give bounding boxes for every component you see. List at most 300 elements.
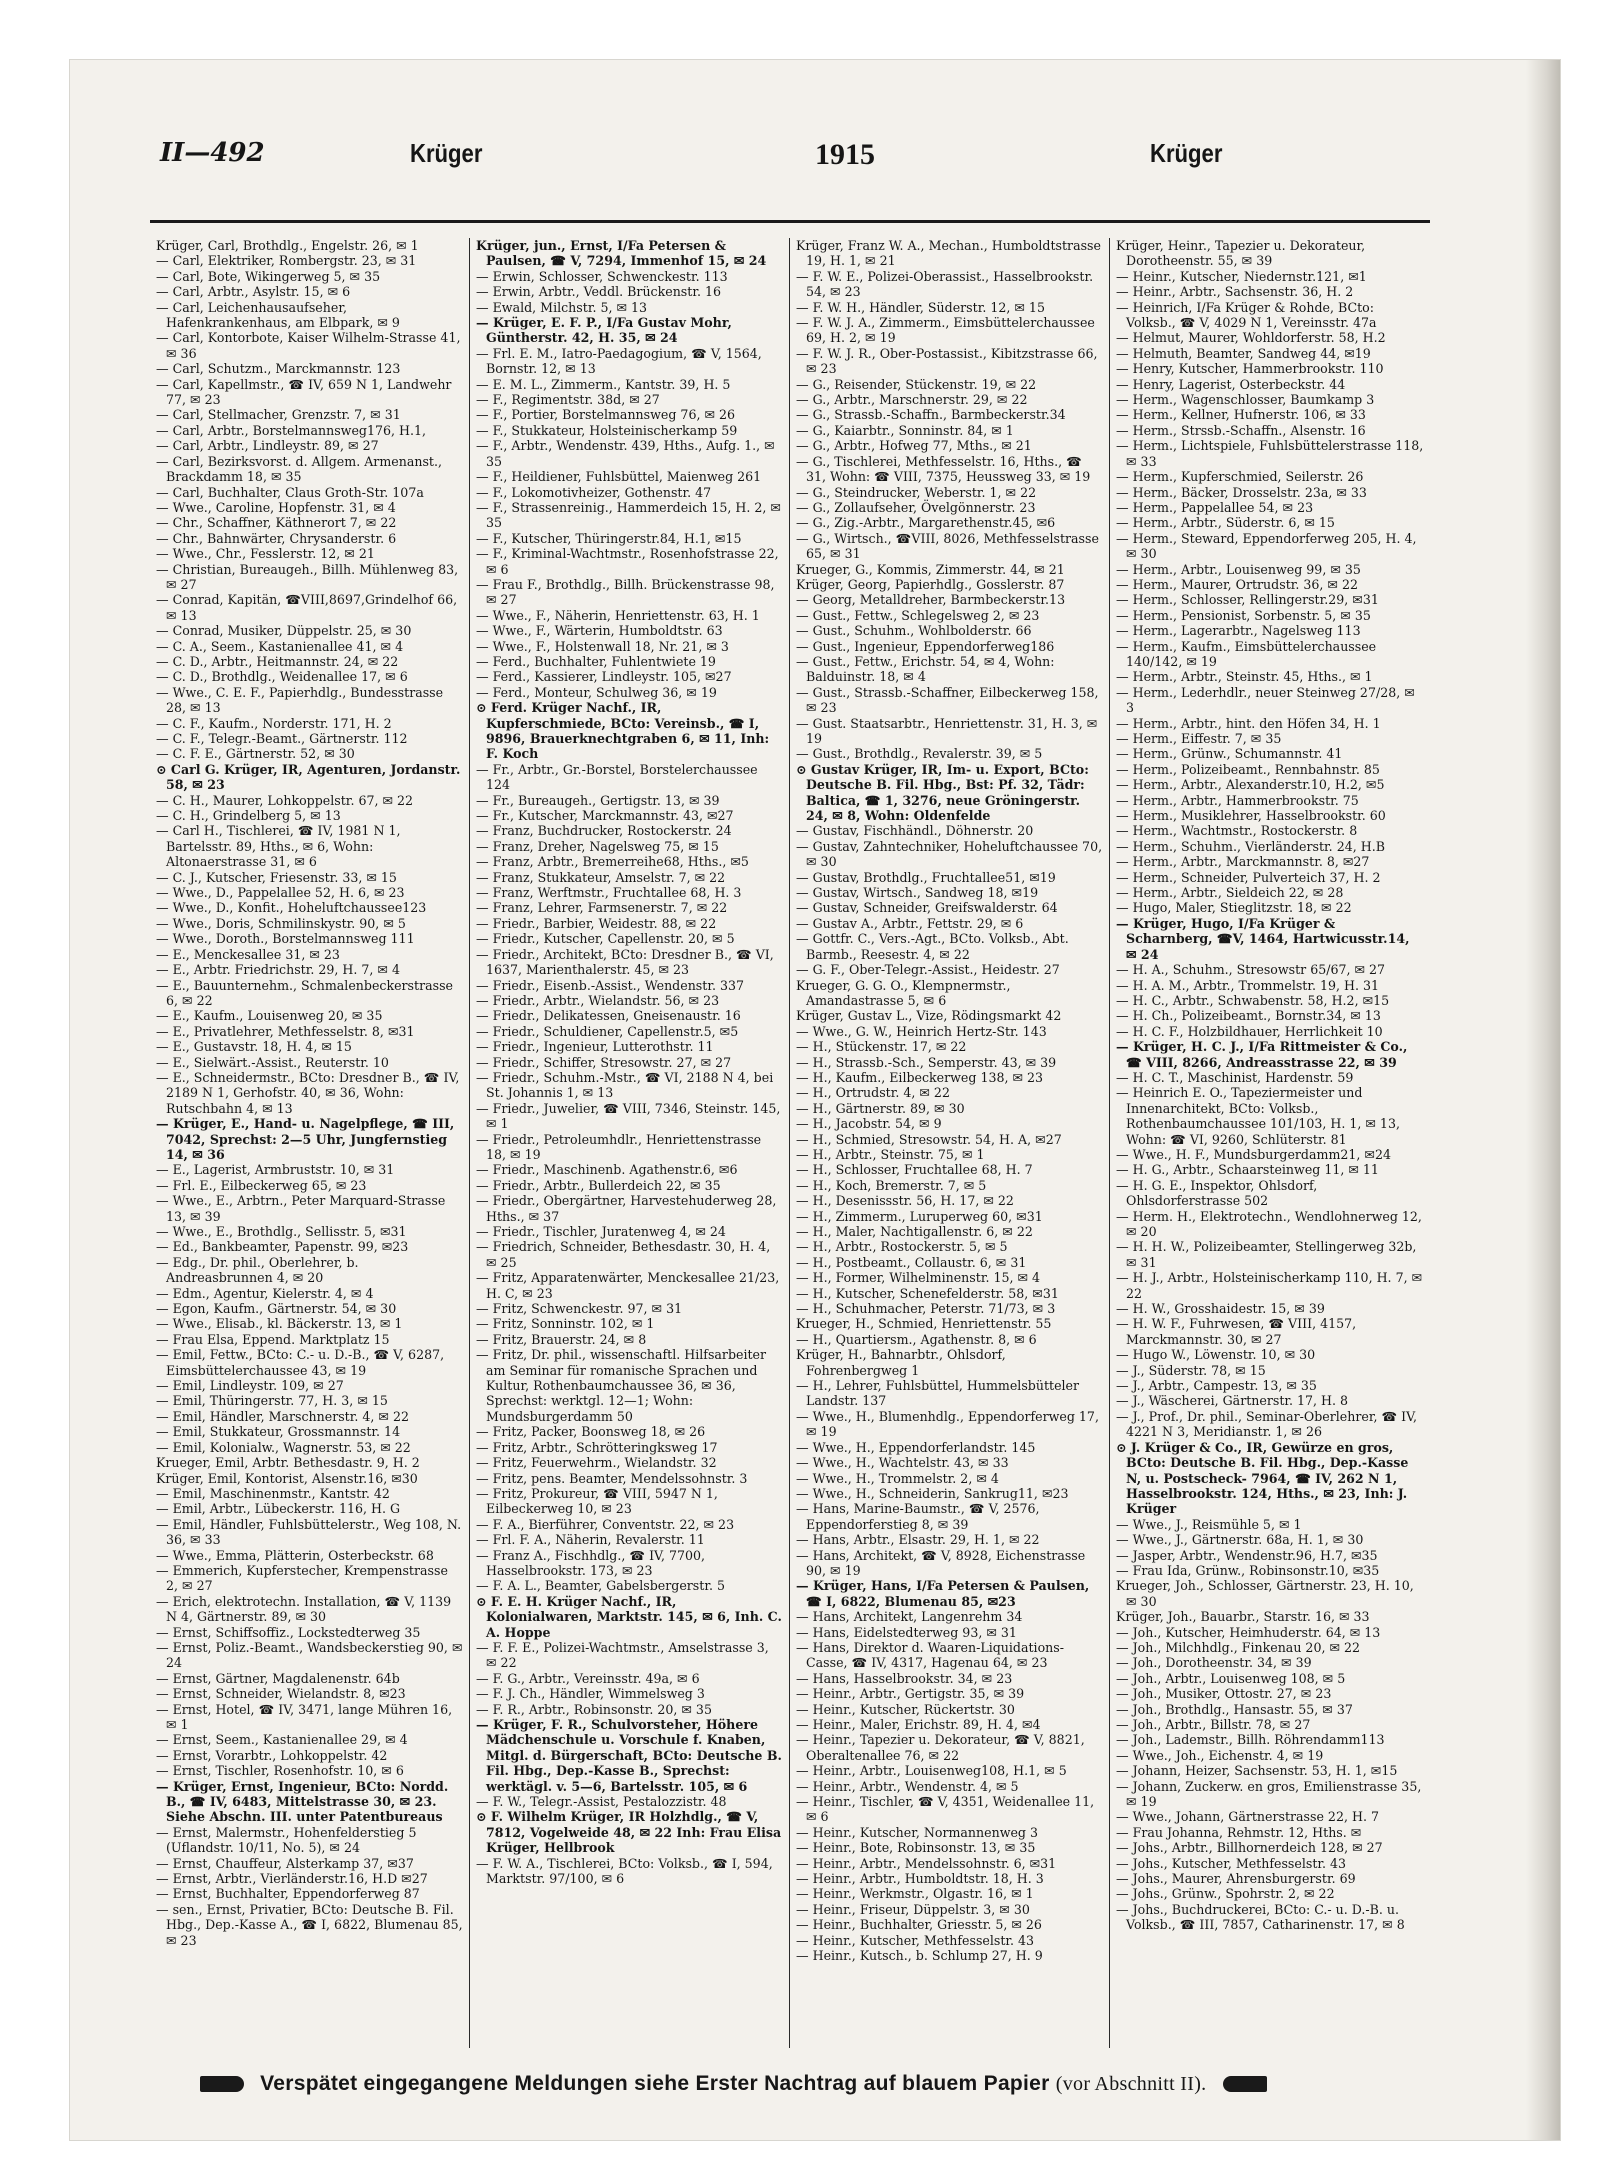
directory-entry: — Fritz, Brauerstr. 24, ✉ 8 [476, 1331, 647, 1347]
directory-entry: — Hans, Hasselbrookstr. 34, ✉ 23 [796, 1670, 1013, 1686]
directory-entry: — Heinr., Arbtr., Sachsenstr. 36, H. 2 [1116, 284, 1354, 300]
directory-entry: — Fritz, Dr. phil., wissenschaftl. Hilfsarbeiter am Seminar für romanische Sprachen und Kultur, Rothenbaumchaussee 36, ✉ 36, Sprechst: werktgl. 12—1; Wohn: Mundsburgerdamm 50 [476, 1347, 767, 1424]
directory-entry: — Franz, Stukkateur, Amselstr. 7, ✉ 22 [476, 869, 726, 885]
directory-entry: — Joh., Musiker, Ottostr. 27, ✉ 23 [1116, 1686, 1332, 1702]
directory-entry: — Conrad, Kapitän, ☎VIII,8697,Grindelhof 66, ✉ 13 [156, 592, 458, 623]
directory-entry: — F. W. J. A., Zimmerm., Eimsbüttelerchaussee 69, H. 2, ✉ 19 [796, 315, 1095, 346]
directory-entry: — G., Wirtsch., ☎VIII, 8026, Methfesselstrasse 65, ✉ 31 [796, 530, 1099, 562]
directory-entry: — Wwe., Chr., Fesslerstr. 12, ✉ 21 [156, 546, 375, 562]
directory-entry: — Joh., Kutscher, Heimhuderstr. 64, ✉ 13 [1116, 1624, 1381, 1640]
directory-entry: — F. W. H., Händler, Süderstr. 12, ✉ 15 [796, 299, 1045, 315]
directory-entry: — Herm., Schlosser, Rellingerstr.29, ✉31 [1116, 592, 1379, 608]
directory-entry: — Herm., Arbtr., Sieldeich 22, ✉ 28 [1116, 885, 1344, 901]
right-running-head: Krüger [1150, 138, 1223, 168]
directory-entry: — J., Prof., Dr. phil., Seminar-Oberlehrer, ☎ IV, 4221 N 3, Meridianstr. 1, ✉ 26 [1116, 1408, 1418, 1440]
directory-entry: — F. W. A., Tischlerei, BCto: Volksb., ☎ I, 594, Marktstr. 97/100, ✉ 6 [476, 1855, 773, 1887]
directory-entry: — Herm., Arbtr., Hammerbrookstr. 75 [1116, 792, 1359, 808]
directory-entry: — Emil, Fettw., BCto: C.- u. D.-B., ☎ V, 6287, Eimsbüttelerchaussee 43, ✉ 19 [156, 1347, 445, 1378]
directory-entry: — H. C., Arbtr., Schwabenstr. 58, H.2, ✉15 [1116, 992, 1390, 1008]
directory-entry: — H. C. T., Maschinist, Hardenstr. 59 [1116, 1069, 1354, 1085]
directory-entry: — Franz, Dreher, Nagelsweg 75, ✉ 15 [476, 838, 719, 854]
directory-entry: — Heinr., Arbtr., Humboldtstr. 18, H. 3 [796, 1871, 1044, 1887]
directory-entry: — Wwe., D., Konfit., Hoheluftchaussee123 [156, 900, 427, 916]
directory-entry: — Emil, Thüringerstr. 77, H. 3, ✉ 15 [156, 1393, 388, 1409]
directory-entry: — Krüger, H. C. J., I/Fa Rittmeister & Co., ☎ VIII, 8266, Andreasstrasse 22, ✉ 39 [1116, 1039, 1408, 1070]
directory-entry: — Ernst, Chauffeur, Alsterkamp 37, ✉37 [156, 1855, 414, 1871]
directory-entry: — Herm., Grünw., Schumannstr. 41 [1116, 746, 1343, 762]
directory-entry: — G., Tischlerei, Methfesselstr. 16, Hths., ☎ 31, Wohn: ☎ VIII, 7375, Heussweg 33, ✉ 19 [796, 453, 1091, 485]
directory-entry: — Hans, Arbtr., Elsastr. 29, H. 1, ✉ 22 [796, 1532, 1040, 1548]
directory-entry: — F. W. E., Polizei-Oberassist., Hasselbrookstr. 54, ✉ 23 [796, 268, 1094, 300]
directory-entry: — Herm., Kellner, Hufnerstr. 106, ✉ 33 [1116, 407, 1366, 423]
directory-entry: — Ernst, Buchhalter, Eppendorferweg 87 [156, 1886, 420, 1902]
directory-entry: — Franz, Arbtr., Bremerreihe68, Hths., ✉5 [476, 854, 749, 870]
directory-entry: — C. F., Telegr.-Beamt., Gärtnerstr. 112 [156, 731, 408, 746]
directory-entry: — H., Desenissstr. 56, H. 17, ✉ 22 [796, 1193, 1014, 1209]
directory-entry: — H., Stückenstr. 17, ✉ 22 [796, 1039, 967, 1055]
directory-entry: — H. W., Grosshaidestr. 15, ✉ 39 [1116, 1301, 1325, 1317]
directory-entry: — Johs., Buchdruckerei, BCto: C.- u. D.-B. u. Volksb., ☎ III, 7857, Catharinenstr. 17, ✉ 8 [1116, 1901, 1405, 1933]
directory-entry: — E., Arbtr. Friedrichstr. 29, H. 7, ✉ 4 [156, 962, 400, 978]
directory-entry: — Carl, Leichenhausaufseher, Hafenkrankenhaus, am Elbpark, ✉ 9 [156, 299, 400, 331]
directory-entry: — Wwe., H., Blumenhdlg., Eppendorferweg 17, ✉ 19 [796, 1408, 1099, 1440]
directory-entry: — G., Zig.-Arbtr., Margarethenstr.45, ✉6 [796, 515, 1056, 531]
directory-entry: — Ernst, Schiffsoffiz., Lockstedterweg 35 [156, 1624, 421, 1640]
directory-entry: — Wwe., G. W., Heinrich Hertz-Str. 143 [796, 1023, 1047, 1039]
directory-entry: — Wwe., F., Wärterin, Humboldtstr. 63 [476, 623, 723, 639]
directory-entry: — Wwe., H. F., Mundsburgerdamm21, ✉24 [1116, 1146, 1391, 1162]
directory-entry: — Fritz, Feuerwehrm., Wielandstr. 32 [476, 1455, 717, 1471]
directory-entry: — F. R., Arbtr., Robinsonstr. 20, ✉ 35 [476, 1701, 712, 1717]
directory-entry: — Krüger, Hugo, I/Fa Krüger & Scharnberg, ☎V, 1464, Hartwicusstr.14, ✉ 24 [1116, 915, 1410, 962]
directory-entry: — Friedr., Delikatessen, Gneisenaustr. 16 [476, 1008, 741, 1024]
directory-entry: — Heinr., Bote, Robinsonstr. 13, ✉ 35 [796, 1840, 1036, 1856]
directory-entry: — Carl, Elektriker, Rombergstr. 23, ✉ 31 [156, 253, 417, 269]
directory-entry: — Emmerich, Kupferstecher, Krempenstrasse 2, ✉ 27 [156, 1562, 448, 1594]
directory-entry: — Wwe., D., Pappelallee 52, H. 6, ✉ 23 [156, 885, 405, 901]
directory-entry: — G., Zollaufseher, Övelgönnerstr. 23 [796, 499, 1036, 515]
directory-entry: — Emil, Händler, Marschnerstr. 4, ✉ 22 [156, 1408, 409, 1424]
directory-entry: — Herm., Polizeibeamt., Rennbahnstr. 85 [1116, 761, 1380, 777]
header-rule [150, 220, 1430, 223]
directory-entry: — F. G., Arbtr., Vereinsstr. 49a, ✉ 6 [476, 1670, 700, 1686]
directory-entry: — Joh., Dorotheenstr. 34, ✉ 39 [1116, 1655, 1312, 1671]
directory-entry: — Wwe., Doroth., Borstelmannsweg 111 [156, 931, 415, 947]
directory-entry: — Wwe., J., Reismühle 5, ✉ 1 [1116, 1516, 1302, 1532]
directory-entry: — E., Bauunternehm., Schmalenbeckerstrasse 6, ✉ 22 [156, 977, 453, 1008]
directory-entry: — C. D., Brothdlg., Weidenallee 17, ✉ 6 [156, 669, 408, 685]
directory-entry: — Heinr., Arbtr., Mendelssohnstr. 6, ✉31 [796, 1855, 1057, 1871]
directory-entry: — Ed., Bankbeamter, Papenstr. 99, ✉23 [156, 1239, 409, 1255]
directory-entry: — C. H., Maurer, Lohkoppelstr. 67, ✉ 22 [156, 792, 414, 808]
directory-entry: — E., Menckesallee 31, ✉ 23 [156, 946, 340, 962]
directory-entry: — Edm., Agentur, Kielerstr. 4, ✉ 4 [156, 1285, 374, 1301]
directory-entry: Krueger, H., Schmied, Henriettenstr. 55 [796, 1316, 1052, 1332]
page-number: II—492 [160, 138, 265, 168]
directory-entry: — Gust., Fettw., Schlegelsweg 2, ✉ 23 [796, 607, 1040, 623]
directory-entry: — Friedr., Kutscher, Capellenstr. 20, ✉ 5 [476, 931, 735, 947]
directory-entry: — H. G. E., Inspektor, Ohlsdorf, Ohlsdorferstrasse 502 [1116, 1177, 1318, 1209]
directory-entry: — Hugo, Maler, Stieglitzstr. 18, ✉ 22 [1116, 900, 1352, 916]
directory-entry: — Ernst, Vorarbtr., Lohkoppelstr. 42 [156, 1747, 388, 1763]
directory-entry: — Chr., Bahnwärter, Chrysanderstr. 6 [156, 530, 397, 546]
page-header [160, 138, 1260, 186]
directory-entry: — H., Kutscher, Schenefelderstr. 58, ✉31 [796, 1285, 1059, 1301]
directory-entry: — H. G., Arbtr., Schaarsteinweg 11, ✉ 11 [1116, 1162, 1379, 1178]
directory-entry: — Ferd., Kassierer, Lindleystr. 105, ✉27 [476, 669, 732, 685]
directory-entry: — C. F. E., Gärtnerstr. 52, ✉ 30 [156, 746, 355, 762]
directory-entry: — Wwe., H., Schneiderin, Sankrug11, ✉23 [796, 1485, 1069, 1501]
directory-entry: — Carl, Bezirksvorst. d. Allgem. Armenanst., Brackdamm 18, ✉ 35 [156, 453, 442, 485]
directory-entry: Krüger, Emil, Kontorist, Alsenstr.16, ✉30 [156, 1470, 418, 1486]
directory-entry: — Egon, Kaufm., Gärtnerstr. 54, ✉ 30 [156, 1301, 397, 1317]
directory-entry: Krueger, Joh., Schlosser, Gärtnerstr. 23, H. 10, ✉ 30 [1116, 1578, 1414, 1609]
directory-entry: — Herm., Pensionist, Sorbenstr. 5, ✉ 35 [1116, 607, 1371, 623]
directory-entry: — Gustav, Fischhändl., Döhnerstr. 20 [796, 823, 1034, 839]
directory-entry: — Johann, Zuckerw. en gros, Emilienstrasse 35, ✉ 19 [1116, 1778, 1422, 1810]
directory-entry: — Friedr., Barbier, Weidestr. 88, ✉ 22 [476, 915, 717, 931]
directory-entry: — F. W., Telegr.-Assist, Pestalozzistr. 48 [476, 1794, 727, 1810]
directory-entry: — G., Reisender, Stückenstr. 19, ✉ 22 [796, 376, 1037, 392]
directory-entry: — Emil, Lindleystr. 109, ✉ 27 [156, 1378, 344, 1394]
directory-entry: — F., Lokomotivheizer, Gothenstr. 47 [476, 484, 712, 500]
directory-entry: — Krüger, Hans, I/Fa Petersen & Paulsen, ☎ I, 6822, Blumenau 85, ✉23 [796, 1578, 1090, 1609]
directory-entry: — Christian, Bureaugeh., Billh. Mühlenweg 83, ✉ 27 [156, 561, 459, 592]
directory-entry: — Herm., Arbtr., Alexanderstr.10, H.2, ✉5 [1116, 777, 1385, 793]
directory-entry: — Herm., Arbtr., Marckmannstr. 8, ✉27 [1116, 854, 1370, 870]
directory-entry: — Carl, Schutzm., Marckmannstr. 123 [156, 361, 401, 377]
directory-entry: — Herm., Wachtmstr., Rostockerstr. 8 [1116, 823, 1358, 839]
directory-entry: — Friedr., Schiffer, Stresowstr. 27, ✉ 27 [476, 1054, 732, 1070]
directory-entry: — Emil, Arbtr., Lübeckerstr. 116, H. G [156, 1501, 401, 1517]
directory-entry: — Emil, Maschinenmstr., Kantstr. 42 [156, 1485, 390, 1501]
directory-entry: — Johs., Kutscher, Methfesselstr. 43 [1116, 1855, 1347, 1871]
directory-entry: — Heinr., Kutscher, Methfesselstr. 43 [796, 1932, 1035, 1948]
directory-entry: — Fr., Bureaugeh., Gertigstr. 13, ✉ 39 [476, 792, 720, 808]
directory-entry: — Heinr., Friseur, Düppelstr. 3, ✉ 30 [796, 1901, 1030, 1917]
directory-entry: — sen., Ernst, Privatier, BCto: Deutsche B. Fil. Hbg., Dep.-Kasse A., ☎ I, 6822, Blumenau 85, ✉ 23 [156, 1901, 463, 1948]
directory-entry: — Carl, Arbtr., Asylstr. 15, ✉ 6 [156, 284, 351, 300]
directory-entry: — Heinr., Tapezier u. Dekorateur, ☎ V, 8821, Oberaltenallee 76, ✉ 22 [796, 1732, 1085, 1763]
directory-entry: — F., Arbtr., Wendenstr. 439, Hths., Aufg. 1., ✉ 35 [476, 438, 775, 469]
directory-entry: — Heinr., Kutsch., b. Schlump 27, H. 9 [796, 1948, 1043, 1964]
directory-entry: — Friedr., Tischler, Juratenweg 4, ✉ 24 [476, 1224, 726, 1239]
directory-entry: — H. W. F., Fuhrwesen, ☎ VIII, 4157, Marckmannstr. 30, ✉ 27 [1116, 1316, 1357, 1347]
directory-entry: Krueger, Emil, Arbtr. Bethesdastr. 9, H. 2 [156, 1455, 420, 1471]
directory-entry: — H. Ch., Polizeibeamt., Bornstr.34, ✉ 13 [1116, 1008, 1381, 1024]
directory-entry: — Gust., Strassb.-Schaffner, Eilbeckerweg 158, ✉ 23 [796, 684, 1099, 716]
directory-entry: — Frl. E., Eilbeckerweg 65, ✉ 23 [156, 1177, 367, 1193]
directory-entry: — G., Strassb.-Schaffn., Barmbeckerstr.34 [796, 407, 1066, 423]
directory-entry: ⊙ F. E. H. Krüger Nachf., IR, Kolonialwaren, Marktstr. 145, ✉ 6, Inh. C. A. Hoppe [476, 1593, 782, 1640]
directory-entry: — H., Gärtnerstr. 89, ✉ 30 [796, 1100, 965, 1116]
directory-entry: — Krüger, Ernst, Ingenieur, BCto: Nordd. B., ☎ IV, 6483, Mittelstrasse 30, ✉ 23. Siehe Abschn. III. unter Patentbureaus [156, 1778, 449, 1825]
directory-entry: — H., Arbtr., Steinstr. 75, ✉ 1 [796, 1146, 985, 1162]
directory-entry: — Heinr., Arbtr., Gertigstr. 35, ✉ 39 [796, 1686, 1025, 1702]
directory-entry: — Herm., Schneider, Pulverteich 37, H. 2 [1116, 869, 1381, 885]
directory-page [70, 60, 1560, 2140]
directory-entry: — C. H., Grindelberg 5, ✉ 13 [156, 808, 341, 824]
directory-entry: — H., Lehrer, Fuhlsbüttel, Hummelsbütteler Landstr. 137 [796, 1378, 1080, 1409]
directory-entry: — H., Quartiersm., Agathenstr. 8, ✉ 6 [796, 1331, 1037, 1347]
directory-entry: — F., Strassenreinig., Hammerdeich 15, H. 2, ✉ 35 [476, 499, 781, 531]
directory-entry: — C. A., Seem., Kastanienallee 41, ✉ 4 [156, 638, 404, 654]
directory-entry: — Frau Elsa, Eppend. Marktplatz 15 [156, 1331, 390, 1347]
directory-entry: Krüger, H., Bahnarbtr., Ohlsdorf, Fohrenbergweg 1 [796, 1347, 1006, 1378]
directory-entry: — E., Gustavstr. 18, H. 4, ✉ 15 [156, 1039, 352, 1055]
directory-entry: ⊙ Ferd. Krüger Nachf., IR, Kupferschmiede, BCto: Vereinsb., ☎ I, 9896, Brauerknechtgraben 6, ✉ 11, Inh: F. Koch [476, 700, 770, 762]
directory-entry: — H., Schuhmacher, Peterstr. 71/73, ✉ 3 [796, 1301, 1056, 1317]
directory-entry: — Fritz, Schwenckestr. 97, ✉ 31 [476, 1301, 683, 1317]
directory-entry: — Ernst, Schneider, Wielandstr. 8, ✉23 [156, 1686, 406, 1702]
directory-entry: — Heinr., Kutscher, Normannenweg 3 [796, 1824, 1039, 1840]
directory-entry: — Fritz, Apparatenwärter, Menckesallee 21/23, H. C, ✉ 23 [476, 1270, 780, 1301]
directory-entry: — Heinr., Arbtr., Wendenstr. 4, ✉ 5 [796, 1778, 1019, 1794]
directory-entry: — E., Kaufm., Louisenweg 20, ✉ 35 [156, 1008, 383, 1024]
directory-entry: — Heinrich, I/Fa Krüger & Rohde, BCto: Volksb., ☎ V, 4029 N 1, Vereinsstr. 47a [1116, 299, 1377, 331]
directory-entry: — C. D., Arbtr., Heitmannstr. 24, ✉ 22 [156, 653, 399, 669]
directory-entry: ⊙ J. Krüger & Co., IR, Gewürze en gros, BCto: Deutsche B. Fil. Hbg., Dep.-Kasse N, u. Postscheck- 7964, ☎ IV, 262 N 1, Hasselbrookstr. 124, Hths., ✉ 23, Inh: J. Krüger [1116, 1439, 1409, 1517]
directory-entry: — Wwe., C. E. F., Papierhdlg., Bundesstrasse 28, ✉ 13 [156, 684, 444, 716]
directory-entry: — Krüger, E. F. P., I/Fa Gustav Mohr, Güntherstr. 42, H. 35, ✉ 24 [476, 315, 732, 346]
directory-entry: — Carl, Buchhalter, Claus Groth-Str. 107a [156, 484, 424, 500]
directory-entry: — Henry, Kutscher, Hammerbrookstr. 110 [1116, 361, 1384, 377]
footer-notice-text: Verspätet eingegangene Meldungen siehe Erster Nachtrag auf blauem Papier [260, 2072, 1050, 2095]
directory-entry: — Gustav, Wirtsch., Sandweg 18, ✉19 [796, 885, 1039, 901]
directory-entry: — E., Lagerist, Armbruststr. 10, ✉ 31 [156, 1162, 395, 1178]
directory-entry: — G. F., Ober-Telegr.-Assist., Heidestr. 27 [796, 962, 1060, 978]
directory-entry: ⊙ Gustav Krüger, IR, Im- u. Export, BCto: Deutsche B. Fil. Hbg., Bst: Pf. 32, Tädr: Baltica, ☎ 1, 3276, neue Gröningerstr. 24, ✉ 8, Wohn: Oldenfelde [796, 761, 1089, 824]
directory-entry: — Herm., Schuhm., Vierländerstr. 24, H.B [1116, 838, 1385, 854]
column-4 [1110, 238, 1430, 2048]
directory-entry: — E., Schneidermstr., BCto: Dresdner B., ☎ IV, 2189 N 1, Gerhofstr. 40, ✉ 36, Wohn: Rutschbahn 4, ✉ 13 [156, 1069, 460, 1116]
directory-entry: — F. A., Bierführer, Conventstr. 22, ✉ 23 [476, 1516, 735, 1532]
directory-entry: — H., Kaufm., Eilbeckerweg 138, ✉ 23 [796, 1069, 1044, 1085]
directory-entry: — G., Arbtr., Hofweg 77, Mths., ✉ 21 [796, 438, 1032, 454]
directory-entry: — Joh., Milchhdlg., Finkenau 20, ✉ 22 [1116, 1639, 1361, 1655]
directory-entry: — H. A. M., Arbtr., Trommelstr. 19, H. 31 [1116, 977, 1380, 993]
directory-entry: — Friedr., Arbtr., Wielandstr. 56, ✉ 23 [476, 992, 720, 1008]
directory-entry: — Heinrich E. O., Tapeziermeister und Innenarchitekt, BCto: Volksb., Rothenbaumchaussee 101/103, H. 1, ✉ 13, Wohn: ☎ VI, 9260, Schlüterstr. 81 [1116, 1085, 1400, 1147]
directory-entry: — Joh., Brothdlg., Hansastr. 55, ✉ 37 [1116, 1701, 1353, 1717]
directory-entry: — Herm., Arbtr., hint. den Höfen 34, H. 1 [1116, 715, 1381, 731]
directory-entry: — Gust., Ingenieur, Eppendorferweg186 [796, 638, 1055, 654]
directory-entry: — E., Sielwärt.-Assist., Reuterstr. 10 [156, 1054, 389, 1070]
directory-entry: — Herm. H., Elektrotechn., Wendlohnerweg 12, ✉ 20 [1116, 1208, 1422, 1239]
directory-entry: — Johs., Maurer, Ahrensburgerstr. 69 [1116, 1871, 1356, 1887]
directory-entry: — Fr., Arbtr., Gr.-Borstel, Borstelerchaussee 124 [476, 761, 758, 793]
directory-entry: — Friedr., Juwelier, ☎ VIII, 7346, Steinstr. 145, ✉ 1 [476, 1100, 781, 1132]
directory-entry: — Ernst, Poliz.-Beamt., Wandsbeckerstieg 90, ✉ 24 [156, 1639, 463, 1671]
directory-entry: — Wwe., Emma, Plätterin, Osterbeckstr. 68 [156, 1547, 434, 1563]
directory-entry: — Fritz, Prokureur, ☎ VIII, 5947 N 1, Eilbeckerweg 10, ✉ 23 [476, 1485, 718, 1517]
directory-entry: — Friedr., Eisenb.-Assist., Wendenstr. 337 [476, 977, 745, 993]
directory-entry: — Herm., Lagerarbtr., Nagelsweg 113 [1116, 623, 1361, 639]
directory-entry: — F. J. Ch., Händler, Wimmelsweg 3 [476, 1686, 705, 1702]
directory-entry: — Carl, Arbtr., Borstelmannsweg176, H.1, [156, 422, 427, 438]
directory-entry: — Emil, Händler, Fuhlsbüttelerstr., Weg 108, N. 36, ✉ 33 [156, 1516, 462, 1548]
directory-entry: — E. M. L., Zimmerm., Kantstr. 39, H. 5 [476, 376, 731, 392]
directory-entry: — Gustav A., Arbtr., Fettstr. 29, ✉ 6 [796, 915, 1024, 931]
directory-entry: Krüger, Joh., Bauarbr., Starstr. 16, ✉ 33 [1116, 1609, 1370, 1625]
directory-entry: — Jasper, Arbtr., Wendenstr.96, H.7, ✉35 [1116, 1547, 1378, 1563]
directory-entry: — Edg., Dr. phil., Oberlehrer, b. Andreasbrunnen 4, ✉ 20 [156, 1254, 359, 1286]
directory-entry: — Johs., Arbtr., Billhornerdeich 128, ✉ 27 [1116, 1840, 1383, 1856]
directory-entry: — Joh., Arbtr., Louisenweg 108, ✉ 5 [1116, 1670, 1346, 1686]
directory-entry: — Herm., Arbtr., Steinstr. 45, Hths., ✉ 1 [1116, 669, 1373, 685]
directory-entry: — Ernst, Arbtr., Vierländerstr.16, H.D ✉27 [156, 1871, 428, 1887]
directory-entry: — Friedr., Schuhm.-Mstr., ☎ VI, 2188 N 4, bei St. Johannis 1, ✉ 13 [476, 1069, 774, 1101]
column-3 [790, 238, 1110, 2048]
directory-entry: — Johs., Grünw., Spohrstr. 2, ✉ 22 [1116, 1886, 1335, 1902]
directory-entry: — G., Steindrucker, Weberstr. 1, ✉ 22 [796, 484, 1037, 500]
directory-entry: — J., Arbtr., Campestr. 13, ✉ 35 [1116, 1378, 1317, 1394]
directory-entry: — Hans, Direktor d. Waaren-Liquidations-Casse, ☎ IV, 4317, Hagenau 64, ✉ 23 [796, 1639, 1064, 1671]
directory-entry: — Hugo W., Löwenstr. 10, ✉ 30 [1116, 1347, 1316, 1363]
directory-entry: — Joh., Lademstr., Billh. Röhrendamm113 [1116, 1732, 1385, 1748]
directory-entry: — Ewald, Milchstr. 5, ✉ 13 [476, 299, 648, 315]
scan-shadow [1526, 60, 1560, 2140]
directory-entry: — F., Portier, Borstelmannsweg 76, ✉ 26 [476, 407, 736, 423]
directory-entry: — Friedr., Architekt, BCto: Dresdner B., ☎ VI, 1637, Marienthalerstr. 45, ✉ 23 [476, 946, 774, 978]
directory-entry: — Hans, Eidelstedterweg 93, ✉ 31 [796, 1624, 1017, 1640]
directory-entry: — Fr., Kutscher, Marckmannstr. 43, ✉27 [476, 808, 734, 824]
directory-entry: — Wwe., J., Gärtnerstr. 68a, H. 1, ✉ 30 [1116, 1532, 1364, 1548]
directory-entry: Krüger, Gustav L., Vize, Rödingsmarkt 42 [796, 1008, 1062, 1024]
directory-entry: — Fritz, Packer, Boonsweg 18, ✉ 26 [476, 1424, 706, 1440]
directory-entry: Krüger, Franz W. A., Mechan., Humboldtstrasse 19, H. 1, ✉ 21 [796, 238, 1101, 269]
directory-entry: — Krüger, E., Hand- u. Nagelpflege, ☎ III, 7042, Sprechst: 2—5 Uhr, Jungfernstieg 14, ✉ 36 [156, 1116, 455, 1162]
directory-entry: — Gustav, Zahntechniker, Hoheluftchaussee 70, ✉ 30 [796, 838, 1103, 870]
pointing-hand-icon [200, 2076, 244, 2092]
directory-entry: — Gottfr. C., Vers.-Agt., BCto. Volksb., Abt. Barmb., Reesestr. 4, ✉ 22 [796, 931, 1069, 962]
directory-entry: — Wwe., Joh., Eichenstr. 4, ✉ 19 [1116, 1747, 1324, 1763]
directory-entry: — C. J., Kutscher, Friesenstr. 33, ✉ 15 [156, 869, 397, 885]
directory-entry: — Joh., Arbtr., Billstr. 78, ✉ 27 [1116, 1717, 1311, 1732]
directory-entry: — Heinr., Arbtr., Louisenweg108, H.1, ✉ 5 [796, 1763, 1067, 1779]
directory-entry: Krüger, Heinr., Tapezier u. Dekorateur, Dorotheenstr. 55, ✉ 39 [1116, 238, 1366, 269]
directory-entry: — Ernst, Tischler, Rosenhofstr. 10, ✉ 6 [156, 1763, 404, 1779]
directory-entry: — H., Schmied, Stresowstr. 54, H. A, ✉27 [796, 1131, 1062, 1147]
directory-entry: — G., Arbtr., Marschnerstr. 29, ✉ 22 [796, 392, 1028, 408]
directory-entry: — F., Regimentstr. 38d, ✉ 27 [476, 392, 660, 408]
directory-entry: ⊙ F. Wilhelm Krüger, IR Holzhdlg., ☎ V, 7812, Vogelweide 48, ✉ 22 Inh: Frau Elisa Krüger, Hellbrook [476, 1809, 782, 1856]
directory-entry: — Herm., Steward, Eppendorferweg 205, H. 4, ✉ 30 [1116, 530, 1417, 562]
directory-entry: — Gust. Staatsarbtr., Henriettenstr. 31, H. 3, ✉ 19 [796, 715, 1098, 746]
directory-entry: — H., Postbeamt., Collaustr. 6, ✉ 31 [796, 1254, 1027, 1270]
directory-entry: — Wwe., F., Holstenwall 18, Nr. 21, ✉ 3 [476, 638, 729, 654]
directory-entry: — Fritz, Sonninstr. 102, ✉ 1 [476, 1316, 655, 1332]
directory-entry: — Chr., Schaffner, Käthnerort 7, ✉ 22 [156, 515, 397, 531]
directory-entry: — Wwe., H., Wachtelstr. 43, ✉ 33 [796, 1455, 1009, 1471]
directory-entry: — F. F. E., Polizei-Wachtmstr., Amselstrasse 3, ✉ 22 [476, 1639, 769, 1671]
directory-entry: — H., Maler, Nachtigallenstr. 6, ✉ 22 [796, 1224, 1033, 1239]
directory-entry: — G., Kaiarbtr., Sonninstr. 84, ✉ 1 [796, 422, 1014, 438]
directory-entry: Krueger, G. G. O., Klempnermstr., Amandastrasse 5, ✉ 6 [796, 977, 1011, 1008]
directory-entry: — Erwin, Schlosser, Schwenckestr. 113 [476, 268, 728, 284]
directory-entry: — C. F., Kaufm., Norderstr. 171, H. 2 [156, 715, 392, 731]
directory-entry: — F., Stukkateur, Holsteinischerkamp 59 [476, 422, 738, 438]
directory-entry: — Herm., Lederhdlr., neuer Steinweg 27/28, ✉ 3 [1116, 684, 1415, 716]
directory-entry: — F., Kriminal-Wachtmstr., Rosenhofstrasse 22, ✉ 6 [476, 546, 779, 577]
directory-entry: — F., Heildiener, Fuhlsbüttel, Maienweg 261 [476, 469, 762, 485]
directory-entry: — Carl, Stellmacher, Grenzstr. 7, ✉ 31 [156, 407, 401, 423]
directory-entry: — F. A. L., Beamter, Gabelsbergerstr. 5 [476, 1578, 725, 1594]
directory-entry: — Emil, Kolonialw., Wagnerstr. 53, ✉ 22 [156, 1439, 411, 1455]
directory-entry: — H., Strassb.-Sch., Semperstr. 43, ✉ 39 [796, 1054, 1057, 1070]
directory-entry: — Helmuth, Beamter, Sandweg 44, ✉19 [1116, 345, 1371, 361]
directory-entry: — Carl, Arbtr., Lindleystr. 89, ✉ 27 [156, 438, 379, 454]
directory-entry: — Frau F., Brothdlg., Billh. Brückenstrasse 98, ✉ 27 [476, 576, 775, 608]
column-2 [470, 238, 790, 2048]
directory-entry: — Gust., Fettw., Erichstr. 54, ✉ 4, Wohn: Balduinstr. 18, ✉ 4 [796, 653, 1055, 685]
directory-entry: — Hans, Architekt, Langenrehm 34 [796, 1609, 1023, 1625]
directory-entry: — Krüger, F. R., Schulvorsteher, Höhere Mädchenschule u. Vorschule f. Knaben, Mitgl. d. Bürgerschaft, BCto: Deutsche B. Fil. Hbg., Dep.-Kasse B., Sprechst: werktägl. v. 5—6, Bartelsstr. 105, ✉ 6 [476, 1717, 782, 1794]
directory-entry: — Wwe., F., Näherin, Henriettenstr. 63, H. 1 [476, 607, 760, 623]
footer-notice-paren: (vor Abschnitt II). [1055, 2073, 1207, 2095]
directory-entry: — Wwe., H., Trommelstr. 2, ✉ 4 [796, 1470, 999, 1486]
directory-entry: — Herm., Lichtspiele, Fuhlsbüttelerstrasse 118, ✉ 33 [1116, 438, 1424, 469]
directory-entry: — Franz, Lehrer, Farmsenerstr. 7, ✉ 22 [476, 900, 728, 916]
directory-entry: — Gust., Brothdlg., Revalerstr. 39, ✉ 5 [796, 746, 1043, 762]
directory-columns [150, 238, 1432, 2048]
directory-entry: — Wwe., Johann, Gärtnerstrasse 22, H. 7 [1116, 1809, 1379, 1825]
directory-entry: — Carl, Bote, Wikingerweg 5, ✉ 35 [156, 268, 381, 284]
directory-entry: — Frl. E. M., Iatro-Paedagogium, ☎ V, 1564, Bornstr. 12, ✉ 13 [476, 345, 762, 377]
directory-entry: — Wwe., Doris, Schmilinskystr. 90, ✉ 5 [156, 915, 406, 931]
directory-entry: — E., Privatlehrer, Methfesselstr. 8, ✉31 [156, 1023, 415, 1039]
directory-entry: — Fritz, pens. Beamter, Mendelssohnstr. 3 [476, 1470, 748, 1486]
directory-entry: — Ferd., Monteur, Schulweg 36, ✉ 19 [476, 684, 717, 700]
directory-entry: — Friedr., Schuldiener, Capellenstr.5, ✉5 [476, 1023, 739, 1039]
directory-entry: — Wwe., E., Arbtrn., Peter Marquard-Strasse 13, ✉ 39 [156, 1193, 446, 1224]
directory-entry: — Wwe., Elisab., kl. Bäckerstr. 13, ✉ 1 [156, 1316, 403, 1332]
year-heading: 1915 [815, 138, 875, 171]
directory-entry: — Herm., Kaufm., Eimsbüttelerchaussee 140/142, ✉ 19 [1116, 638, 1377, 669]
directory-entry: — Friedr., Obergärtner, Harvestehuderweg 28, Hths., ✉ 37 [476, 1193, 777, 1224]
directory-entry: — Ernst, Malermstr., Hohenfelderstieg 5 (Uflandstr. 10/11, No. 5), ✉ 24 [156, 1824, 417, 1856]
directory-entry: — Gustav, Schneider, Greifswalderstr. 64 [796, 900, 1058, 916]
directory-entry: — Herm., Arbtr., Süderstr. 6, ✉ 15 [1116, 515, 1335, 531]
directory-entry: — Herm., Eiffestr. 7, ✉ 35 [1116, 731, 1282, 746]
directory-entry: ⊙ Carl G. Krüger, IR, Agenturen, Jordanstr. 58, ✉ 23 [156, 761, 461, 793]
column-1 [150, 238, 470, 2048]
directory-entry: — Johann, Heizer, Sachsenstr. 53, H. 1, ✉15 [1116, 1763, 1398, 1779]
directory-entry: — H., Former, Wilhelminenstr. 15, ✉ 4 [796, 1270, 1041, 1286]
directory-entry: — H., Zimmerm., Luruperweg 60, ✉31 [796, 1208, 1043, 1224]
directory-entry: — Herm., Bäcker, Drosselstr. 23a, ✉ 33 [1116, 484, 1367, 500]
directory-entry: — Heinr., Maler, Erichstr. 89, H. 4, ✉4 [796, 1717, 1041, 1732]
directory-entry: — Friedr., Ingenieur, Lutterothstr. 11 [476, 1039, 714, 1055]
directory-entry: — Hans, Architekt, ☎ V, 8928, Eichenstrasse 90, ✉ 19 [796, 1547, 1086, 1578]
directory-entry: — Heinr., Tischler, ☎ V, 4351, Weidenallee 11, ✉ 6 [796, 1794, 1095, 1825]
directory-entry: — Friedr., Maschinenb. Agathenstr.6, ✉6 [476, 1162, 738, 1178]
directory-entry: — H., Koch, Bremerstr. 7, ✉ 5 [796, 1177, 987, 1193]
directory-entry: — H. J., Arbtr., Holsteinischerkamp 110, H. 7, ✉ 22 [1116, 1270, 1423, 1301]
pointing-hand-icon [1223, 2076, 1267, 2092]
directory-entry: — Herm., Wagenschlosser, Baumkamp 3 [1116, 392, 1375, 408]
directory-entry: — Friedr., Petroleumhdlr., Henriettenstrasse 18, ✉ 19 [476, 1131, 762, 1162]
directory-entry: Krüger, Carl, Brothdlg., Engelstr. 26, ✉ 1 [156, 238, 419, 253]
directory-entry: — Franz, Werftmstr., Fruchtallee 68, H. 3 [476, 885, 742, 901]
directory-entry: — Herm., Kupferschmied, Seilerstr. 26 [1116, 469, 1364, 485]
directory-entry: — Ernst, Seem., Kastanienallee 29, ✉ 4 [156, 1732, 408, 1748]
directory-entry: — Herm., Strssb.-Schaffn., Alsenstr. 16 [1116, 422, 1366, 438]
directory-entry: — Heinr., Kutscher, Rückertstr. 30 [796, 1701, 1015, 1717]
directory-entry: — Ernst, Gärtner, Magdalenenstr. 64b [156, 1670, 400, 1686]
directory-entry: — J., Wäscherei, Gärtnerstr. 17, H. 8 [1116, 1393, 1349, 1409]
directory-entry: — F., Kutscher, Thüringerstr.84, H.1, ✉15 [476, 530, 742, 546]
